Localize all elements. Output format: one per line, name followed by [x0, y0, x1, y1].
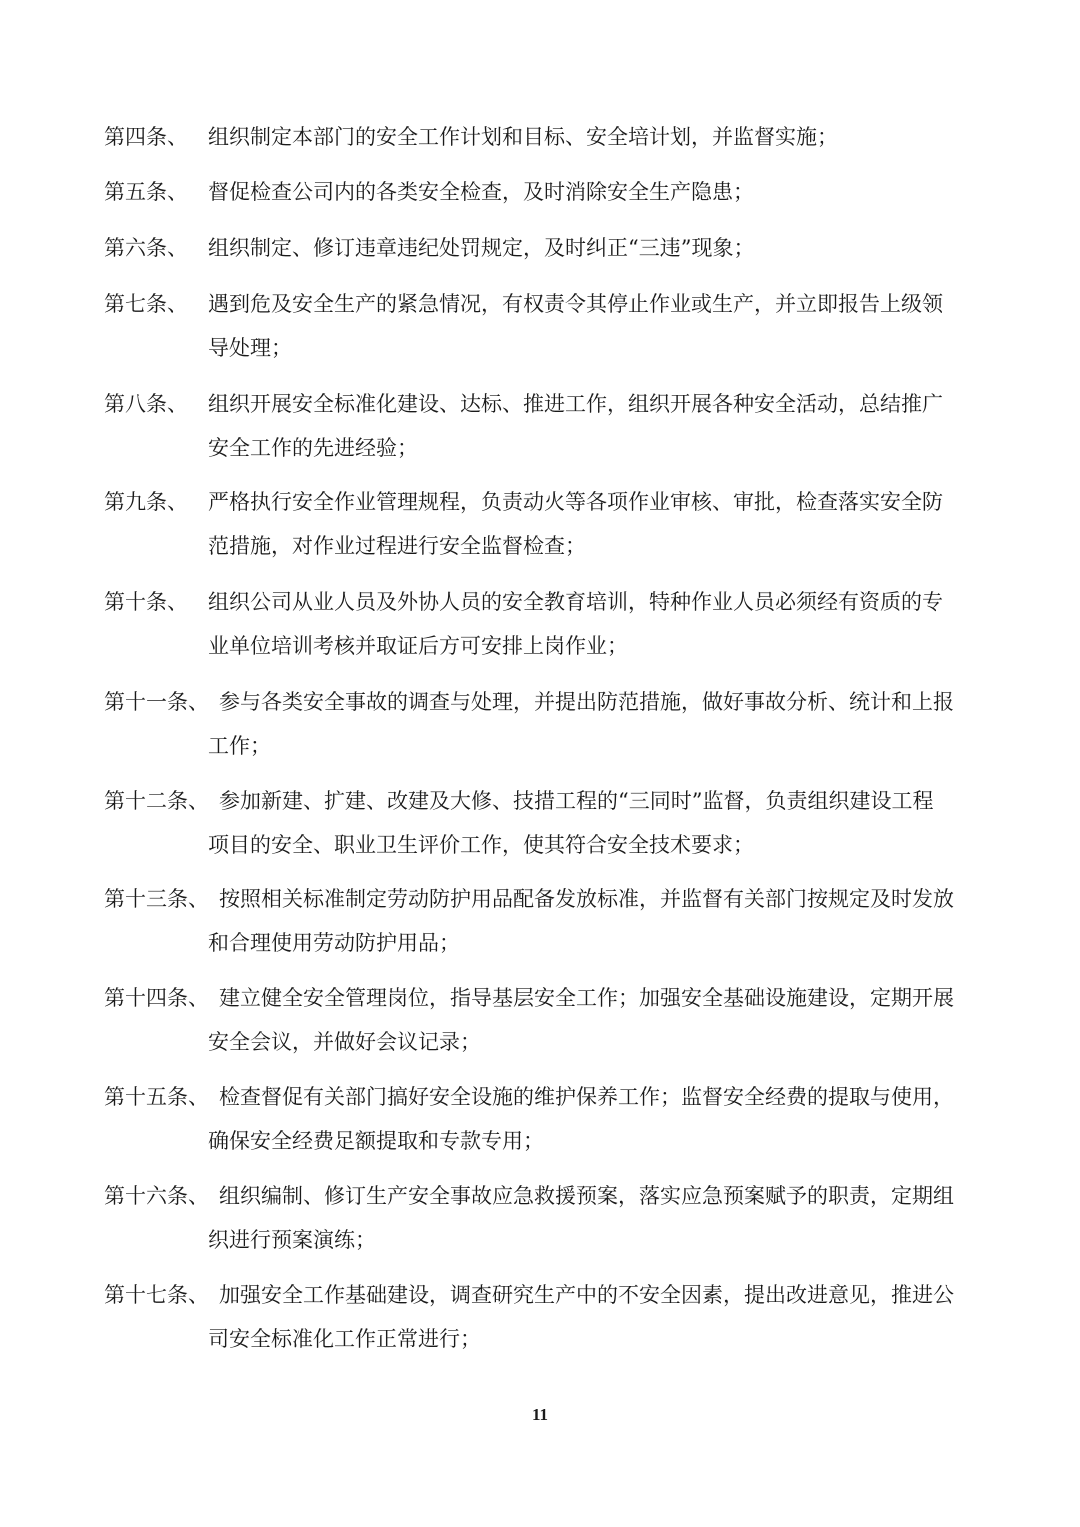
article-text: 严格执行安全作业管理规程，负责动火等各项作业审核、审批，检查落实安全防 — [208, 490, 943, 514]
article-text: 督促检查公司内的各类安全检查，及时消除安全生产隐患； — [208, 180, 754, 204]
article-text: 组织制定本部门的安全工作计划和目标、安全培计划，并监督实施； — [208, 125, 838, 149]
article-label: 第十四条、 — [104, 986, 209, 1010]
article-label: 第九条、 — [104, 490, 188, 514]
article-continuation: 导处理； — [208, 336, 292, 360]
article-continuation: 工作； — [208, 734, 271, 758]
article-text: 按照相关标准制定劳动防护用品配备发放标准，并监督有关部门按规定及时发放 — [219, 887, 954, 911]
article-label: 第五条、 — [104, 180, 188, 204]
page-number: 11 — [531, 1405, 549, 1424]
article-text: 参加新建、扩建、改建及大修、技措工程的“三同时”监督，负责组织建设工程 — [219, 789, 934, 813]
article-continuation: 安全会议，并做好会议记录； — [208, 1030, 481, 1054]
article-label: 第八条、 — [104, 392, 188, 416]
article-text: 组织制定、修订违章违纪处罚规定，及时纠正“三违”现象； — [208, 236, 755, 260]
article-label: 第十五条、 — [104, 1085, 209, 1109]
article-continuation: 司安全标准化工作正常进行； — [208, 1327, 481, 1351]
article-continuation: 织进行预案演练； — [208, 1228, 376, 1252]
article-label: 第十条、 — [104, 590, 188, 614]
article-label: 第六条、 — [104, 236, 188, 260]
article-continuation: 业单位培训考核并取证后方可安排上岗作业； — [208, 634, 628, 658]
article-text: 建立健全安全管理岗位，指导基层安全工作；加强安全基础设施建设，定期开展 — [219, 986, 954, 1010]
article-continuation: 和合理使用劳动防护用品； — [208, 931, 460, 955]
article-continuation: 项目的安全、职业卫生评价工作，使其符合安全技术要求； — [208, 833, 754, 857]
article-text: 加强安全工作基础建设，调查研究生产中的不安全因素，提出改进意见，推进公 — [219, 1283, 954, 1307]
article-continuation: 确保安全经费足额提取和专款专用； — [208, 1129, 544, 1153]
article-label: 第七条、 — [104, 292, 188, 316]
article-text: 检查督促有关部门搞好安全设施的维护保养工作；监督安全经费的提取与使用， — [219, 1085, 954, 1109]
article-label: 第十六条、 — [104, 1184, 209, 1208]
article-text: 遇到危及安全生产的紧急情况，有权责令其停止作业或生产，并立即报告上级领 — [208, 292, 943, 316]
article-text: 组织编制、修订生产安全事故应急救援预案，落实应急预案赋予的职责，定期组 — [219, 1184, 954, 1208]
article-text: 参与各类安全事故的调查与处理，并提出防范措施，做好事故分析、统计和上报 — [219, 690, 954, 714]
article-text: 组织开展安全标准化建设、达标、推进工作，组织开展各种安全活动，总结推广 — [208, 392, 943, 416]
article-label: 第十二条、 — [104, 789, 209, 813]
article-label: 第十七条、 — [104, 1283, 209, 1307]
article-label: 第四条、 — [104, 125, 188, 149]
article-label: 第十三条、 — [104, 887, 209, 911]
article-label: 第十一条、 — [104, 690, 209, 714]
article-continuation: 范措施，对作业过程进行安全监督检查； — [208, 534, 586, 558]
article-continuation: 安全工作的先进经验； — [208, 436, 418, 460]
article-text: 组织公司从业人员及外协人员的安全教育培训，特种作业人员必须经有资质的专 — [208, 590, 943, 614]
